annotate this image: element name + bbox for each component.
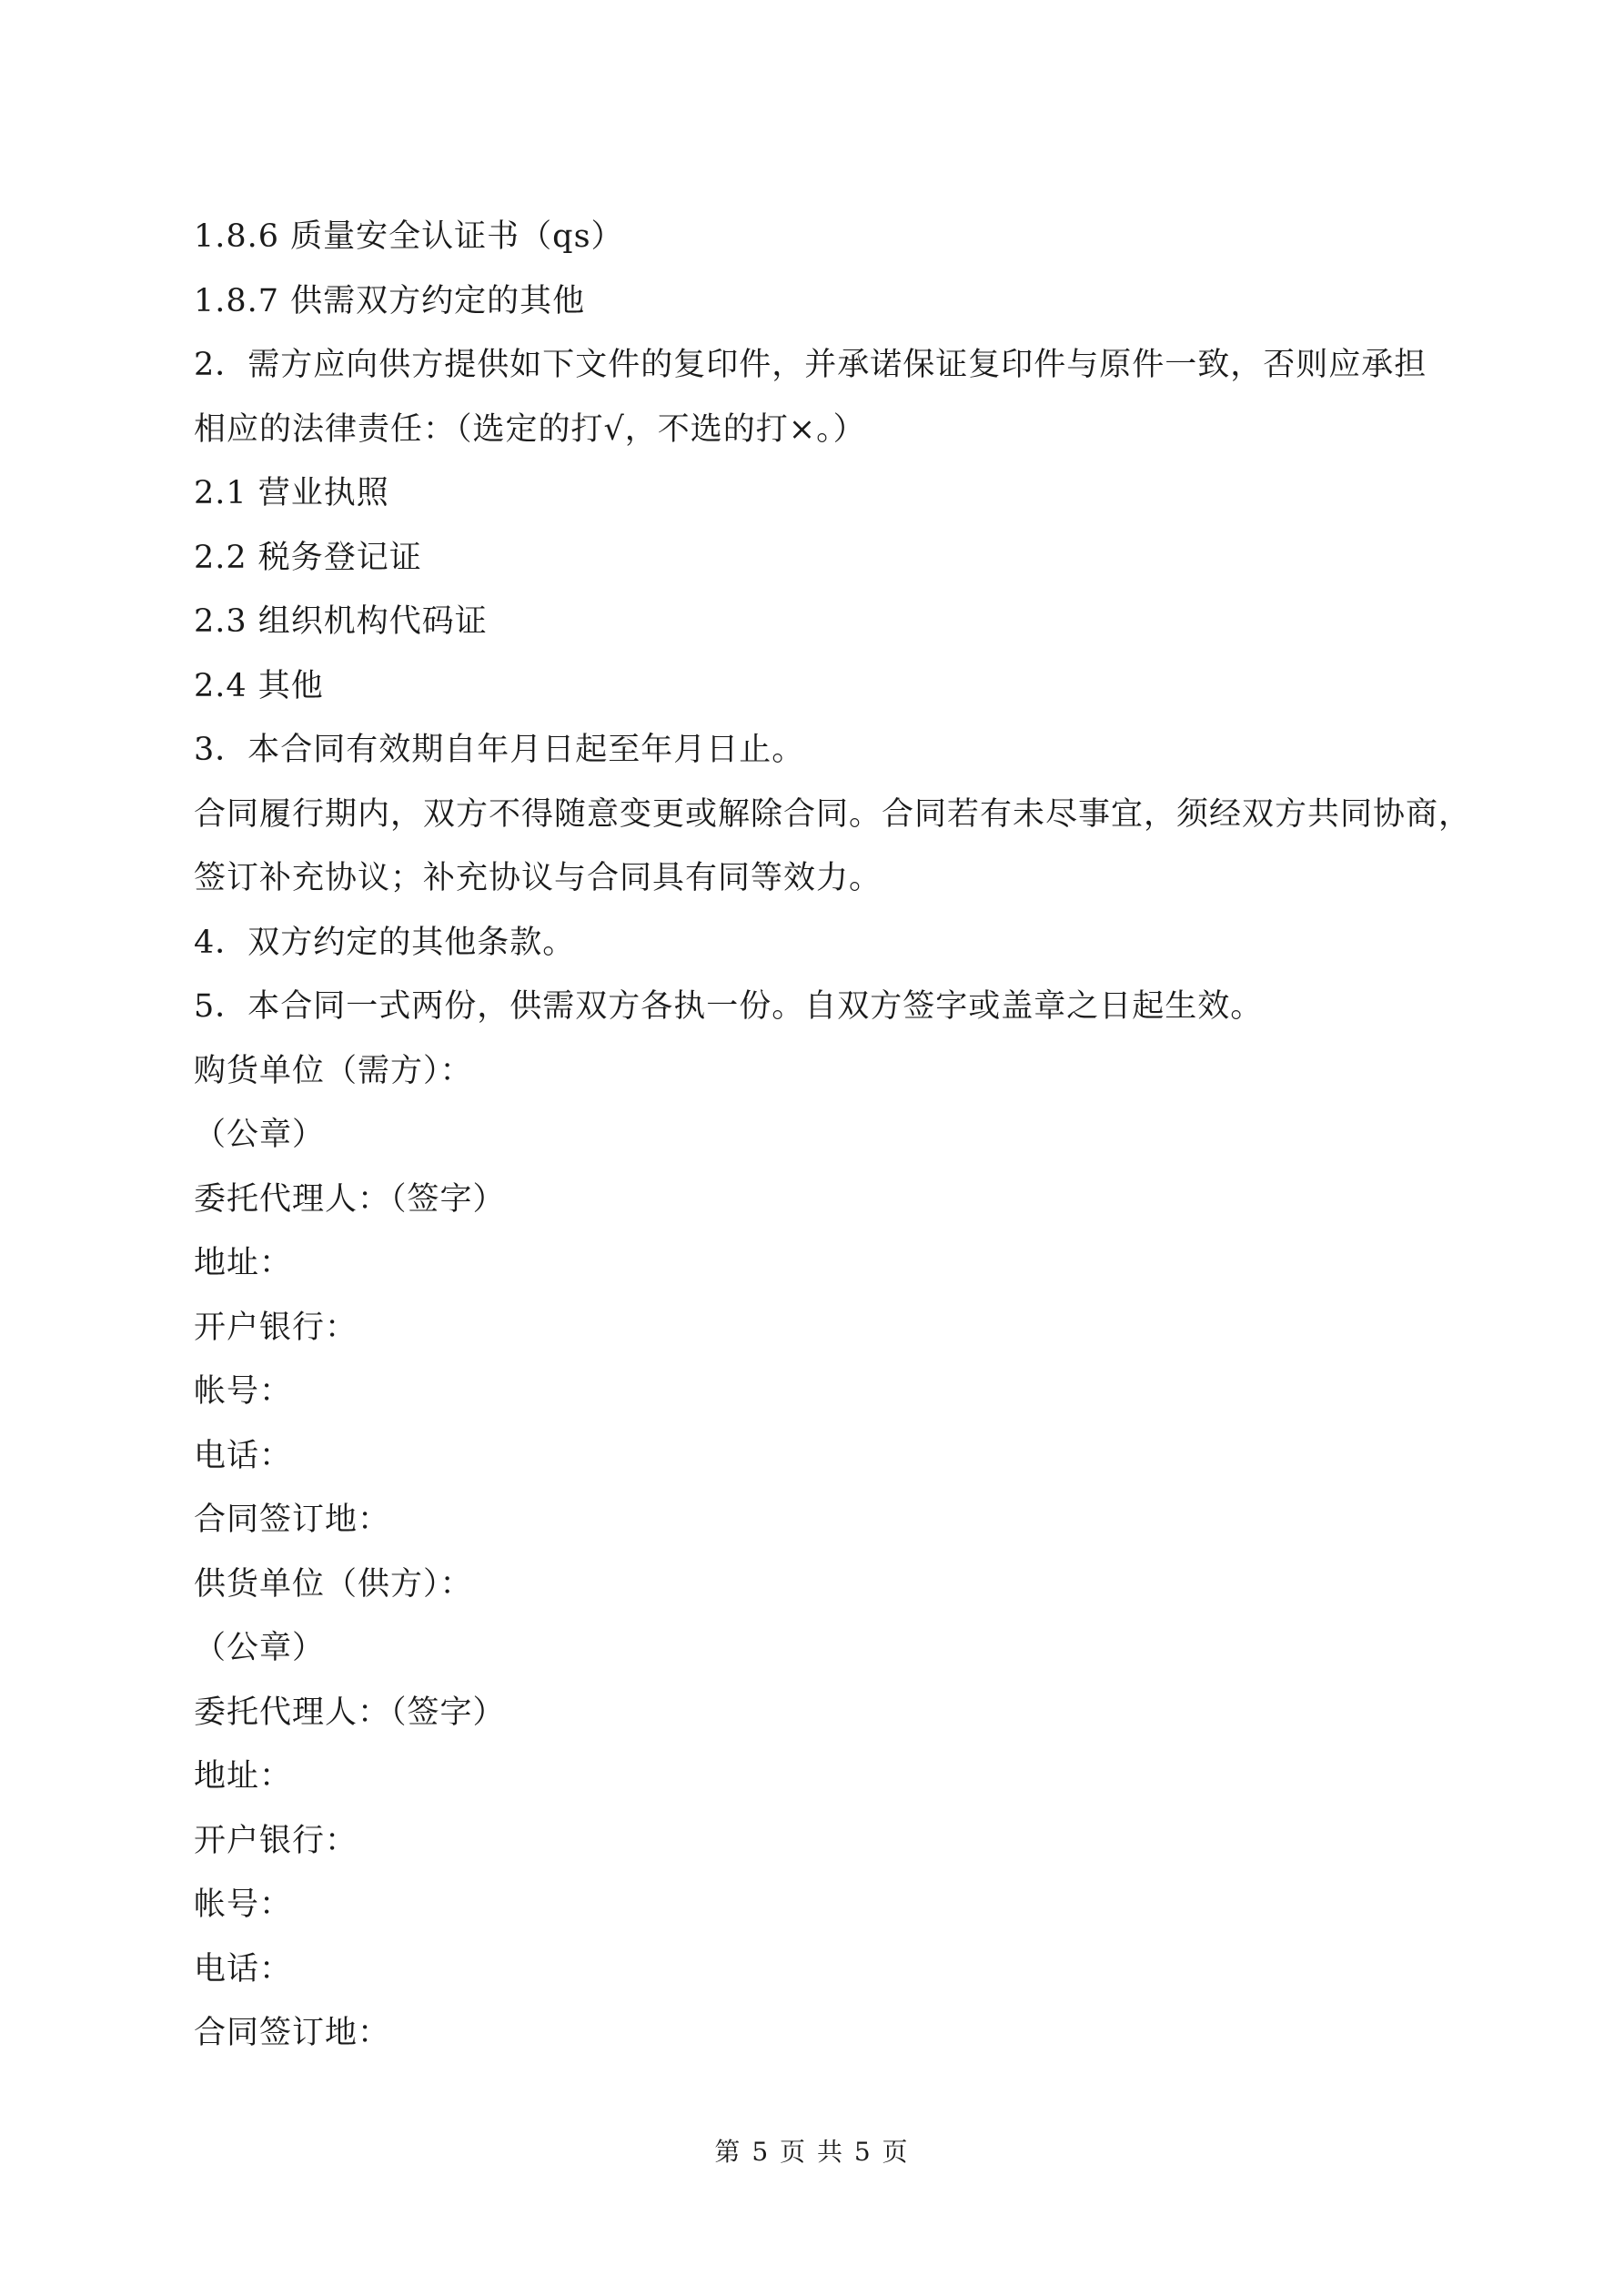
clause-2-4: 2.4 其他 (194, 667, 324, 704)
clause-2-line-1: 2．需方应向供方提供如下文件的复印件，并承诺保证复印件与原件一致，否则应承担 (194, 347, 1427, 383)
clause-3-note-line-2: 签订补充协议；补充协议与合同具有同等效力。 (194, 860, 883, 896)
buyer-agent-label: 委托代理人：（签字） (194, 1180, 506, 1218)
buyer-phone-label: 电话： (194, 1437, 293, 1474)
supplier-unit-label: 供货单位（供方）： (194, 1565, 473, 1603)
supplier-phone-label: 电话： (194, 1950, 293, 1988)
document-body (194, 205, 1472, 2066)
supplier-account-label: 帐号： (194, 1886, 293, 1923)
buyer-seal-label: （公章） (194, 1117, 326, 1153)
clause-2-line-2: 相应的法律责任：（选定的打√，不选的打×。） (194, 410, 866, 448)
buyer-account-label: 帐号： (194, 1373, 293, 1410)
clause-4: 4．双方约定的其他条款。 (194, 924, 576, 961)
supplier-address-label: 地址： (194, 1758, 293, 1795)
supplier-seal-label: （公章） (194, 1630, 326, 1666)
page-footer: 第 5 页 共 5 页 (714, 2137, 910, 2167)
clause-2-1: 2.1 营业执照 (194, 475, 389, 511)
buyer-unit-label: 购货单位（需方）： (194, 1052, 473, 1089)
clause-1-8-7: 1.8.7 供需双方约定的其他 (194, 282, 586, 319)
buyer-bank-label: 开户银行： (194, 1309, 358, 1346)
supplier-signing-place-label: 合同签订地： (194, 2015, 391, 2051)
clause-3-note-line-1: 合同履行期内，双方不得随意变更或解除合同。合同若有未尽事宜，须经双方共同协商， (194, 795, 1472, 833)
buyer-signing-place-label: 合同签订地： (194, 1502, 391, 1538)
clause-2-3: 2.3 组织机构代码证 (194, 603, 488, 640)
clause-1-8-6: 1.8.6 质量安全认证书（qs） (194, 218, 624, 255)
supplier-agent-label: 委托代理人：（签字） (194, 1694, 506, 1731)
clause-3: 3．本合同有效期自年月日起至年月日止。 (194, 732, 805, 768)
buyer-address-label: 地址： (194, 1245, 293, 1281)
clause-2-2: 2.2 税务登记证 (194, 539, 422, 576)
clause-5: 5．本合同一式两份，供需双方各执一份。自双方签字或盖章之日起生效。 (194, 988, 1264, 1025)
supplier-bank-label: 开户银行： (194, 1822, 358, 1859)
